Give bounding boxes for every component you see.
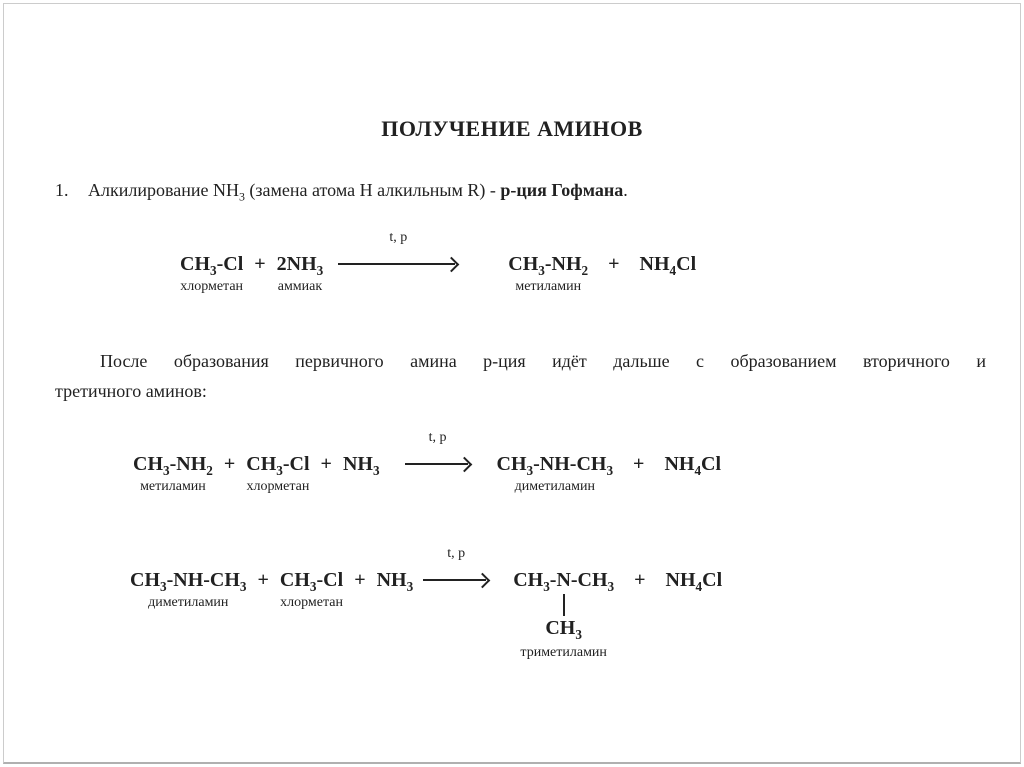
body-paragraph: [55, 346, 986, 406]
plus-sign: +: [354, 569, 366, 591]
formula-label: триметиламин: [520, 645, 607, 660]
chemical-formula: $2NH_3$: [276, 253, 324, 278]
intro-period: .: [623, 180, 628, 200]
reaction-arrow: [405, 430, 471, 476]
list-item-1: [55, 178, 628, 202]
paragraph-line-1: После образования первичного амина р-ция идёт дальше с образованием вторичного и: [100, 351, 986, 371]
formula-label: хлорметан: [180, 279, 244, 294]
arrow-line: [338, 263, 455, 265]
branch-formula: $CH_3$: [545, 617, 582, 642]
paragraph-line-2: третичного аминов:: [55, 381, 207, 401]
reagent-ammonia: [343, 452, 380, 476]
product-methylamine: [508, 252, 588, 295]
formula-label: диметиламин: [148, 595, 229, 610]
reagent-chloromethane: [180, 252, 243, 295]
reaction-equation-2: [133, 430, 722, 495]
formula-label: диметиламин: [514, 479, 595, 494]
plus-sign: +: [223, 453, 236, 475]
formula-label: метиламин: [140, 479, 206, 494]
reaction-arrow: [338, 230, 458, 276]
product-ammonium-chloride: [640, 252, 697, 276]
reaction-conditions: t, p: [447, 546, 466, 561]
list-number: 1.: [55, 180, 69, 200]
vertical-bond: [563, 594, 565, 616]
chemical-formula: $NH_4Cl$: [639, 253, 697, 278]
reagent-dimethylamine: [130, 568, 247, 611]
chemical-formula: $CH_3-N-CH_3$: [513, 569, 615, 594]
chemical-formula: $NH_3$: [342, 453, 380, 478]
formula-label: аммиак: [277, 279, 323, 294]
arrow-head-icon: [475, 573, 491, 589]
chemical-formula: $NH_4Cl$: [664, 453, 722, 478]
reaction-arrow: [423, 546, 489, 592]
chemical-formula: $CH_3-NH_2$: [133, 453, 213, 478]
reagent-ammonia: [277, 252, 324, 295]
chemical-formula: $NH_3$: [376, 569, 414, 594]
reagent-chloromethane: [280, 568, 343, 611]
plus-sign: +: [608, 253, 620, 275]
product-trimethylamine: [513, 568, 614, 661]
reagent-chloromethane: [246, 452, 309, 495]
plus-sign: +: [633, 453, 645, 475]
reaction-conditions: t, p: [428, 430, 447, 445]
formula-label: метиламин: [515, 279, 582, 294]
reagent-ammonia: [377, 568, 414, 592]
product-ammonium-chloride: [664, 452, 721, 476]
plus-sign: +: [257, 569, 269, 591]
chemical-formula: $CH_3-Cl$: [180, 253, 244, 278]
intro-text: Алкилирование $NH_3$ (замена атома Н алкильным R) -: [88, 180, 501, 204]
intro-emphasis: р-ция Гофмана: [500, 180, 624, 200]
product-dimethylamine: [497, 452, 614, 495]
product-ammonium-chloride: [666, 568, 723, 592]
chemical-formula: $CH_3-Cl$: [279, 569, 344, 594]
formula-label: хлорметан: [280, 595, 343, 610]
plus-sign: +: [254, 253, 266, 275]
arrow-head-icon: [456, 457, 472, 473]
chemical-formula: $NH_4Cl$: [665, 569, 723, 594]
page-title: ПОЛУЧЕНИЕ АМИНОВ: [381, 116, 643, 141]
reaction-conditions: t, p: [389, 230, 408, 245]
reagent-methylamine: [133, 452, 213, 495]
chemical-formula: $CH_3-NH-CH_3$: [130, 569, 247, 594]
chemical-formula: $CH_3-NH_2$: [508, 253, 589, 278]
chemical-formula: $CH_3-Cl$: [246, 453, 310, 478]
arrow-head-icon: [444, 257, 460, 273]
plus-sign: +: [320, 453, 332, 475]
chemical-formula: $CH_3-NH-CH_3$: [496, 453, 614, 478]
formula-label: хлорметан: [246, 479, 310, 494]
reaction-equation-1: [180, 230, 697, 295]
plus-sign: +: [634, 569, 646, 591]
reaction-equation-3: [130, 546, 723, 661]
